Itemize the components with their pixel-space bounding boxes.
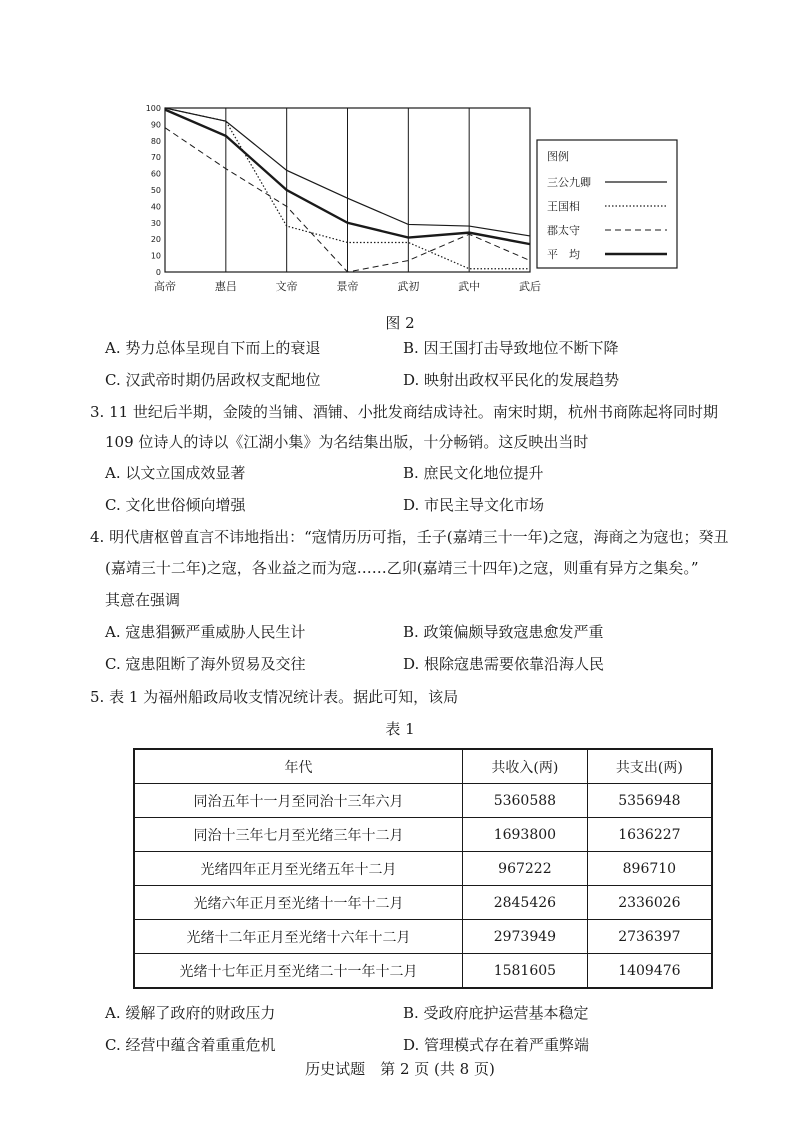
q2-option-d[interactable]: D. 映射出政权平民化的发展趋势 xyxy=(403,371,620,389)
q5-options-row-1 xyxy=(105,1002,745,1024)
q2-option-b[interactable]: B. 因王国打击导致地位不断下降 xyxy=(403,339,619,357)
y-tick-label: 70 xyxy=(150,153,161,163)
q3-option-a[interactable]: A. 以文立国成效显著 xyxy=(105,464,246,482)
y-tick-label: 0 xyxy=(155,268,161,277)
legend-label: 王国相 xyxy=(547,200,580,213)
y-tick-label: 90 xyxy=(150,120,161,130)
y-tick-label: 10 xyxy=(150,251,161,261)
header-expense: 共支出(两) xyxy=(587,749,712,784)
q3-stem-line-2: 109 位诗人的诗以《江湖小集》为名结集出版，十分畅销。这反映出当时 xyxy=(105,433,589,451)
q5-option-c[interactable]: C. 经营中蕴含着重重危机 xyxy=(105,1036,276,1054)
cell-expense: 5356948 xyxy=(587,784,712,818)
table-row xyxy=(134,784,712,818)
x-tick-label: 惠吕 xyxy=(214,280,237,293)
q4-stem-line-1: 4. 明代唐枢曾直言不讳地指出：“寇情历历可指，壬子(嘉靖三十一年)之寇，海商之为寇也；癸丑 xyxy=(90,528,729,546)
x-tick-label: 武初 xyxy=(397,280,420,293)
table-row xyxy=(134,852,712,886)
legend-label: 平 均 xyxy=(547,248,580,261)
cell-period: 光绪十二年正月至光绪十六年十二月 xyxy=(134,920,463,954)
cell-expense: 1409476 xyxy=(587,954,712,989)
y-tick-label: 60 xyxy=(150,169,161,179)
q4-option-b[interactable]: B. 政策偏颇导致寇患愈发严重 xyxy=(403,623,604,641)
cell-expense: 2336026 xyxy=(587,886,712,920)
cell-income: 967222 xyxy=(463,852,588,886)
cell-income: 1693800 xyxy=(463,818,588,852)
q2-options-row-2 xyxy=(105,369,745,391)
q3-stem-line-1: 3. 11 世纪后半期，金陵的当铺、酒铺、小批发商结成诗社。南宋时期，杭州书商陈起将同时期 xyxy=(90,403,718,421)
q4-option-c[interactable]: C. 寇患阻断了海外贸易及交往 xyxy=(105,655,306,673)
x-tick-label: 武中 xyxy=(458,280,481,293)
cell-income: 1581605 xyxy=(463,954,588,989)
q4-option-a[interactable]: A. 寇患猖獗严重威胁人民生计 xyxy=(105,623,306,641)
q5-options-row-2 xyxy=(105,1034,745,1056)
table-row xyxy=(134,886,712,920)
q3-option-d[interactable]: D. 市民主导文化市场 xyxy=(403,496,545,514)
x-tick-label: 景帝 xyxy=(336,280,359,293)
cell-expense: 1636227 xyxy=(587,818,712,852)
cell-income: 2973949 xyxy=(463,920,588,954)
y-tick-label: 80 xyxy=(150,136,161,146)
header-period: 年代 xyxy=(134,749,463,784)
q2-option-a[interactable]: A. 势力总体呈现自下而上的衰退 xyxy=(105,339,321,357)
q5-stem-line-1: 5. 表 1 为福州船政局收支情况统计表。据此可知，该局 xyxy=(90,688,459,706)
x-tick-label: 文帝 xyxy=(275,280,298,293)
y-tick-label: 30 xyxy=(150,218,161,228)
q3-option-c[interactable]: C. 文化世俗倾向增强 xyxy=(105,496,246,514)
q5-option-d[interactable]: D. 管理模式存在着严重弊端 xyxy=(403,1036,590,1054)
x-tick-label: 武后 xyxy=(519,280,541,293)
q5-option-a[interactable]: A. 缓解了政府的财政压力 xyxy=(105,1004,276,1022)
q3-option-b[interactable]: B. 庶民文化地位提升 xyxy=(403,464,544,482)
cell-period: 同治五年十一月至同治十三年六月 xyxy=(134,784,463,818)
chart-svg xyxy=(130,100,690,310)
q4-option-d[interactable]: D. 根除寇患需要依靠沿海人民 xyxy=(403,655,605,673)
page-footer: 历史试题 第 2 页 (共 8 页) xyxy=(305,1060,495,1078)
q3-options-row-1 xyxy=(105,462,745,484)
cell-period: 同治十三年七月至光绪三年十二月 xyxy=(134,818,463,852)
table-row xyxy=(134,954,712,989)
figure-caption: 图 2 xyxy=(385,314,415,332)
y-tick-label: 20 xyxy=(150,235,161,245)
q4-stem-line-3: 其意在强调 xyxy=(105,591,181,609)
cell-expense: 2736397 xyxy=(587,920,712,954)
y-tick-label: 40 xyxy=(150,202,161,212)
y-tick-label: 50 xyxy=(150,186,161,195)
q3-options-row-2 xyxy=(105,494,745,516)
q5-option-b[interactable]: B. 受政府庇护运营基本稳定 xyxy=(403,1004,589,1022)
table-caption: 表 1 xyxy=(385,720,415,738)
q2-options-row-1 xyxy=(105,337,745,359)
cell-income: 5360588 xyxy=(463,784,588,818)
revenue-expense-table xyxy=(133,748,713,989)
x-tick-label: 高帝 xyxy=(154,280,176,293)
cell-income: 2845426 xyxy=(463,886,588,920)
legend-title: 图例 xyxy=(547,150,569,163)
table-header-row xyxy=(134,749,712,784)
q2-option-c[interactable]: C. 汉武帝时期仍居政权支配地位 xyxy=(105,371,321,389)
cell-period: 光绪十七年正月至光绪二十一年十二月 xyxy=(134,954,463,989)
cell-expense: 896710 xyxy=(587,852,712,886)
q4-options-row-1 xyxy=(105,621,745,643)
table-row xyxy=(134,818,712,852)
legend-label: 郡太守 xyxy=(547,224,580,237)
cell-period: 光绪四年正月至光绪五年十二月 xyxy=(134,852,463,886)
header-income: 共收入(两) xyxy=(463,749,588,784)
q4-options-row-2 xyxy=(105,653,745,675)
table-row xyxy=(134,920,712,954)
legend-label: 三公九卿 xyxy=(547,176,591,189)
q4-stem-line-2: (嘉靖三十二年)之寇，各业益之而为寇……乙卯(嘉靖三十四年)之寇，则重有异方之集矣。” xyxy=(105,559,699,577)
cell-period: 光绪六年正月至光绪十一年十二月 xyxy=(134,886,463,920)
y-tick-label: 100 xyxy=(145,104,161,113)
figure-2-line-chart xyxy=(130,100,690,310)
